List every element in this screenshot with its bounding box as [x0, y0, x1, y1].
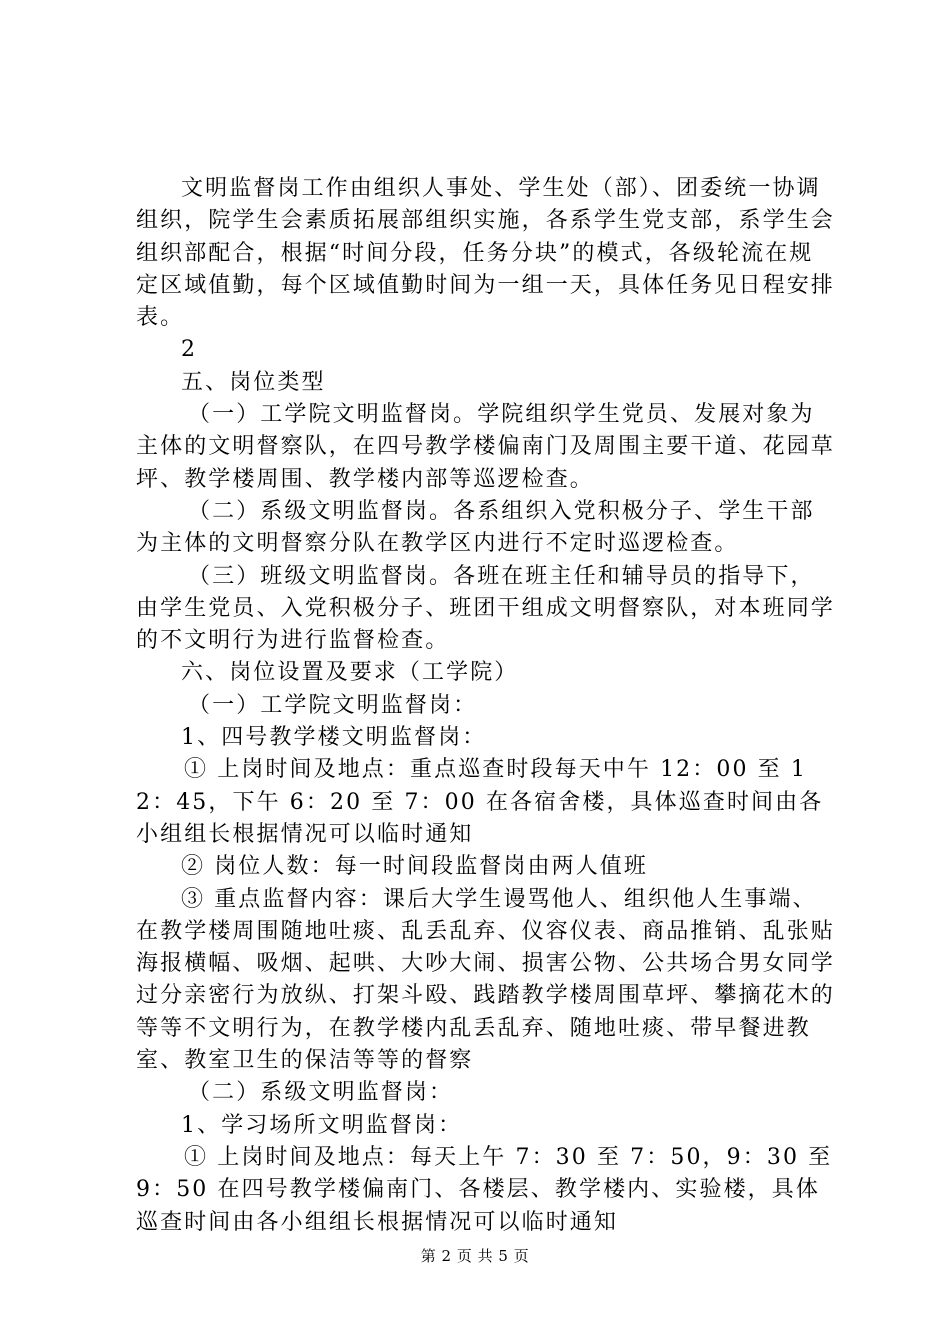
paragraph: 2: [181, 337, 198, 363]
paragraph: 五、岗位类型: [181, 369, 326, 395]
paragraph: ③ 重点监督内容：课后大学生谩骂他人、组织他人生事端、在教学楼周围随地吐痰、乱丢乱弃、仪容仪表、商品推销、乱张贴海报横幅、吸烟、起哄、大吵大闹、损害公物、公共场合男女同学过分亲密行为放纵、打架斗殴、践踏教学楼周围草坪、攀摘花木的等等不文明行为，在教学楼内乱丢乱弃、随地吐痰、带早餐进教室、教室卫生的保洁等等的督察: [136, 886, 835, 1074]
paragraph: （二）系级文明监督岗：: [188, 1080, 454, 1106]
paragraph: 1、四号教学楼文明监督岗：: [181, 725, 487, 751]
paragraph: ② 岗位人数：每一时间段监督岗由两人值班: [181, 854, 648, 880]
paragraph: ① 上岗时间及地点：重点巡查时段每天中午 12：00 至 12：45，下午 6：20 至 7：00 在各宿舍楼，具体巡查时间由各小组组长根据情况可以临时通知: [136, 757, 824, 847]
paragraph: （二）系级文明监督岗。各系组织入党积极分子、学生干部为主体的文明督察分队在教学区内进行不定时巡逻检查。: [136, 498, 815, 557]
paragraph: 文明监督岗工作由组织人事处、学生处（部）、团委统一协调组织，院学生会素质拓展部组织实施，各系学生党支部，系学生会组织部配合，根据“时间分段，任务分块”的模式，各级轮流在规定区域值勤，每个区域值勤时间为一组一天，具体任务见日程安排表。: [136, 176, 835, 331]
paragraph: （三）班级文明监督岗。各班在班主任和辅导员的指导下，由学生党员、入党积极分子、班团干组成文明督察队，对本班同学的不文明行为进行监督检查。: [136, 563, 835, 654]
paragraph: 六、岗位设置及要求（工学院）: [181, 660, 519, 686]
paragraph: （一）工学院文明监督岗：: [188, 692, 478, 718]
paragraph: 1、学习场所文明监督岗：: [181, 1112, 463, 1138]
document-body: [136, 173, 836, 1239]
paragraph: （一）工学院文明监督岗。学院组织学生党员、发展对象为主体的文明督察队，在四号教学楼偏南门及周围主要干道、花园草坪、教学楼周围、教学楼内部等巡逻检查。: [136, 402, 835, 492]
paragraph: ① 上岗时间及地点：每天上午 7：30 至 7：50，9：30 至 9：50 在四号教学楼偏南门、各楼层、教学楼内、实验楼，具体巡查时间由各小组组长根据情况可以临时通知: [136, 1144, 833, 1235]
page-footer: 第 2 页 共 5 页: [420, 1247, 530, 1265]
